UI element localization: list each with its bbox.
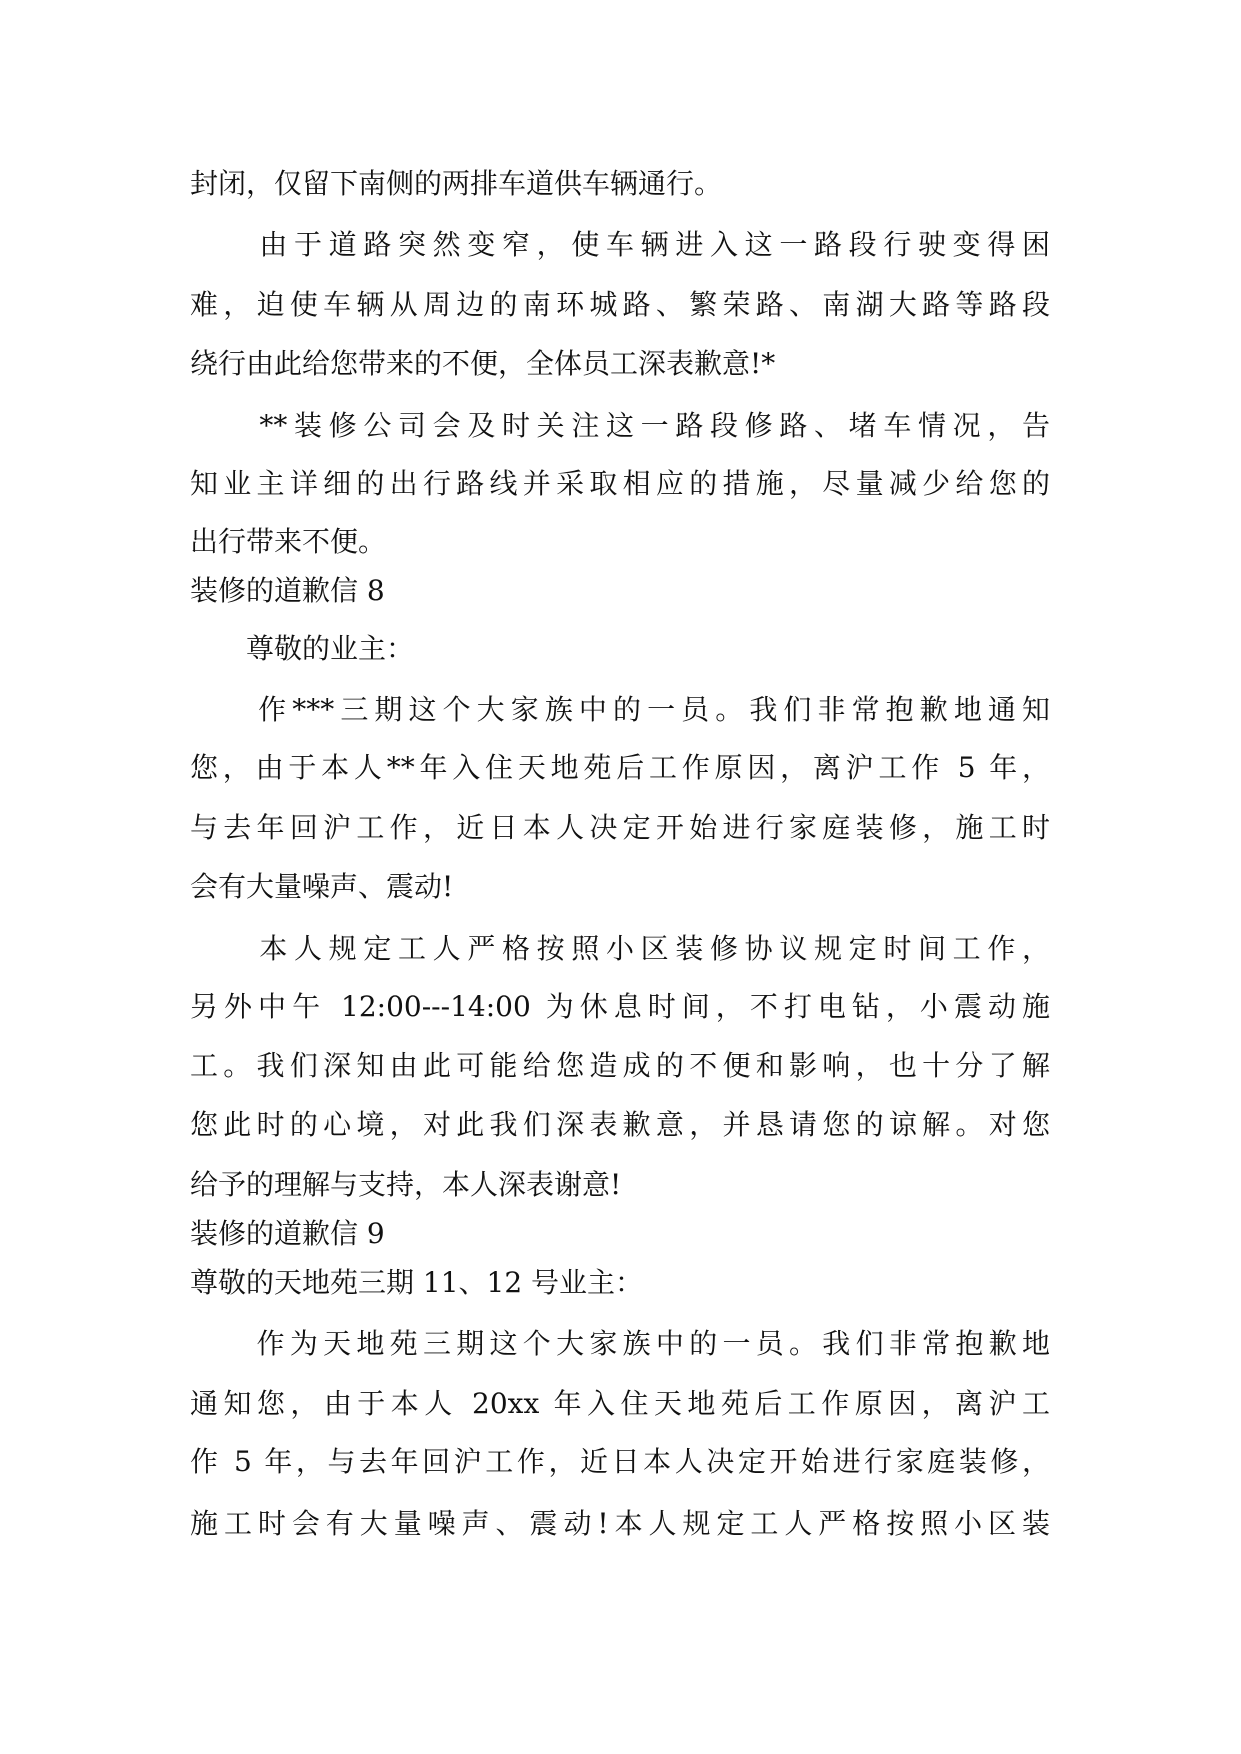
paragraph-line: 作为天地苑三期这个大家族中的一员。我们非常抱歉地 <box>190 1327 1050 1360</box>
paragraph-line: 封闭，仅留下南侧的两排车道供车辆通行。 <box>190 167 723 200</box>
paragraph-line: 与去年回沪工作，近日本人决定开始进行家庭装修，施工时 <box>190 811 1050 844</box>
paragraph-line: 知业主详细的出行路线并采取相应的措施，尽量减少给您的 <box>190 467 1050 500</box>
paragraph-line: 施工时会有大量噪声、震动!本人规定工人严格按照小区装 <box>190 1507 1050 1540</box>
paragraph-line: 作***三期这个大家族中的一员。我们非常抱歉地通知 <box>190 693 1050 726</box>
paragraph-line: 工。我们深知由此可能给您造成的不便和影响，也十分了解 <box>190 1049 1050 1082</box>
paragraph-line: 会有大量噪声、震动! <box>190 870 454 903</box>
section-heading: 装修的道歉信 9 <box>190 1217 385 1250</box>
paragraph-line: 由于道路突然变窄，使车辆进入这一路段行驶变得困 <box>190 228 1050 261</box>
paragraph-line: 另外中午 12:00---14:00 为休息时间，不打电钻，小震动施 <box>190 990 1050 1023</box>
paragraph-line: 给予的理解与支持，本人深表谢意! <box>190 1168 622 1201</box>
section-heading: 装修的道歉信 8 <box>190 574 385 607</box>
paragraph-line: 您，由于本人**年入住天地苑后工作原因，离沪工作 5 年， <box>190 751 1050 784</box>
paragraph-line: 绕行由此给您带来的不便，全体员工深表歉意!* <box>190 347 776 380</box>
paragraph-line: 通知您，由于本人 20xx 年入住天地苑后工作原因，离沪工 <box>190 1387 1050 1420</box>
paragraph-line: 您此时的心境，对此我们深表歉意，并恳请您的谅解。对您 <box>190 1108 1050 1141</box>
paragraph-line: 作 5 年，与去年回沪工作，近日本人决定开始进行家庭装修， <box>190 1445 1050 1478</box>
paragraph-line: **装修公司会及时关注这一路段修路、堵车情况，告 <box>190 409 1050 442</box>
salutation: 尊敬的天地苑三期 11、12 号业主： <box>190 1266 644 1299</box>
salutation: 尊敬的业主： <box>190 632 415 665</box>
paragraph-line: 出行带来不便。 <box>190 525 387 558</box>
paragraph-line: 难，迫使车辆从周边的南环城路、繁荣路、南湖大路等路段 <box>190 288 1050 321</box>
paragraph-line: 本人规定工人严格按照小区装修协议规定时间工作， <box>190 932 1050 965</box>
